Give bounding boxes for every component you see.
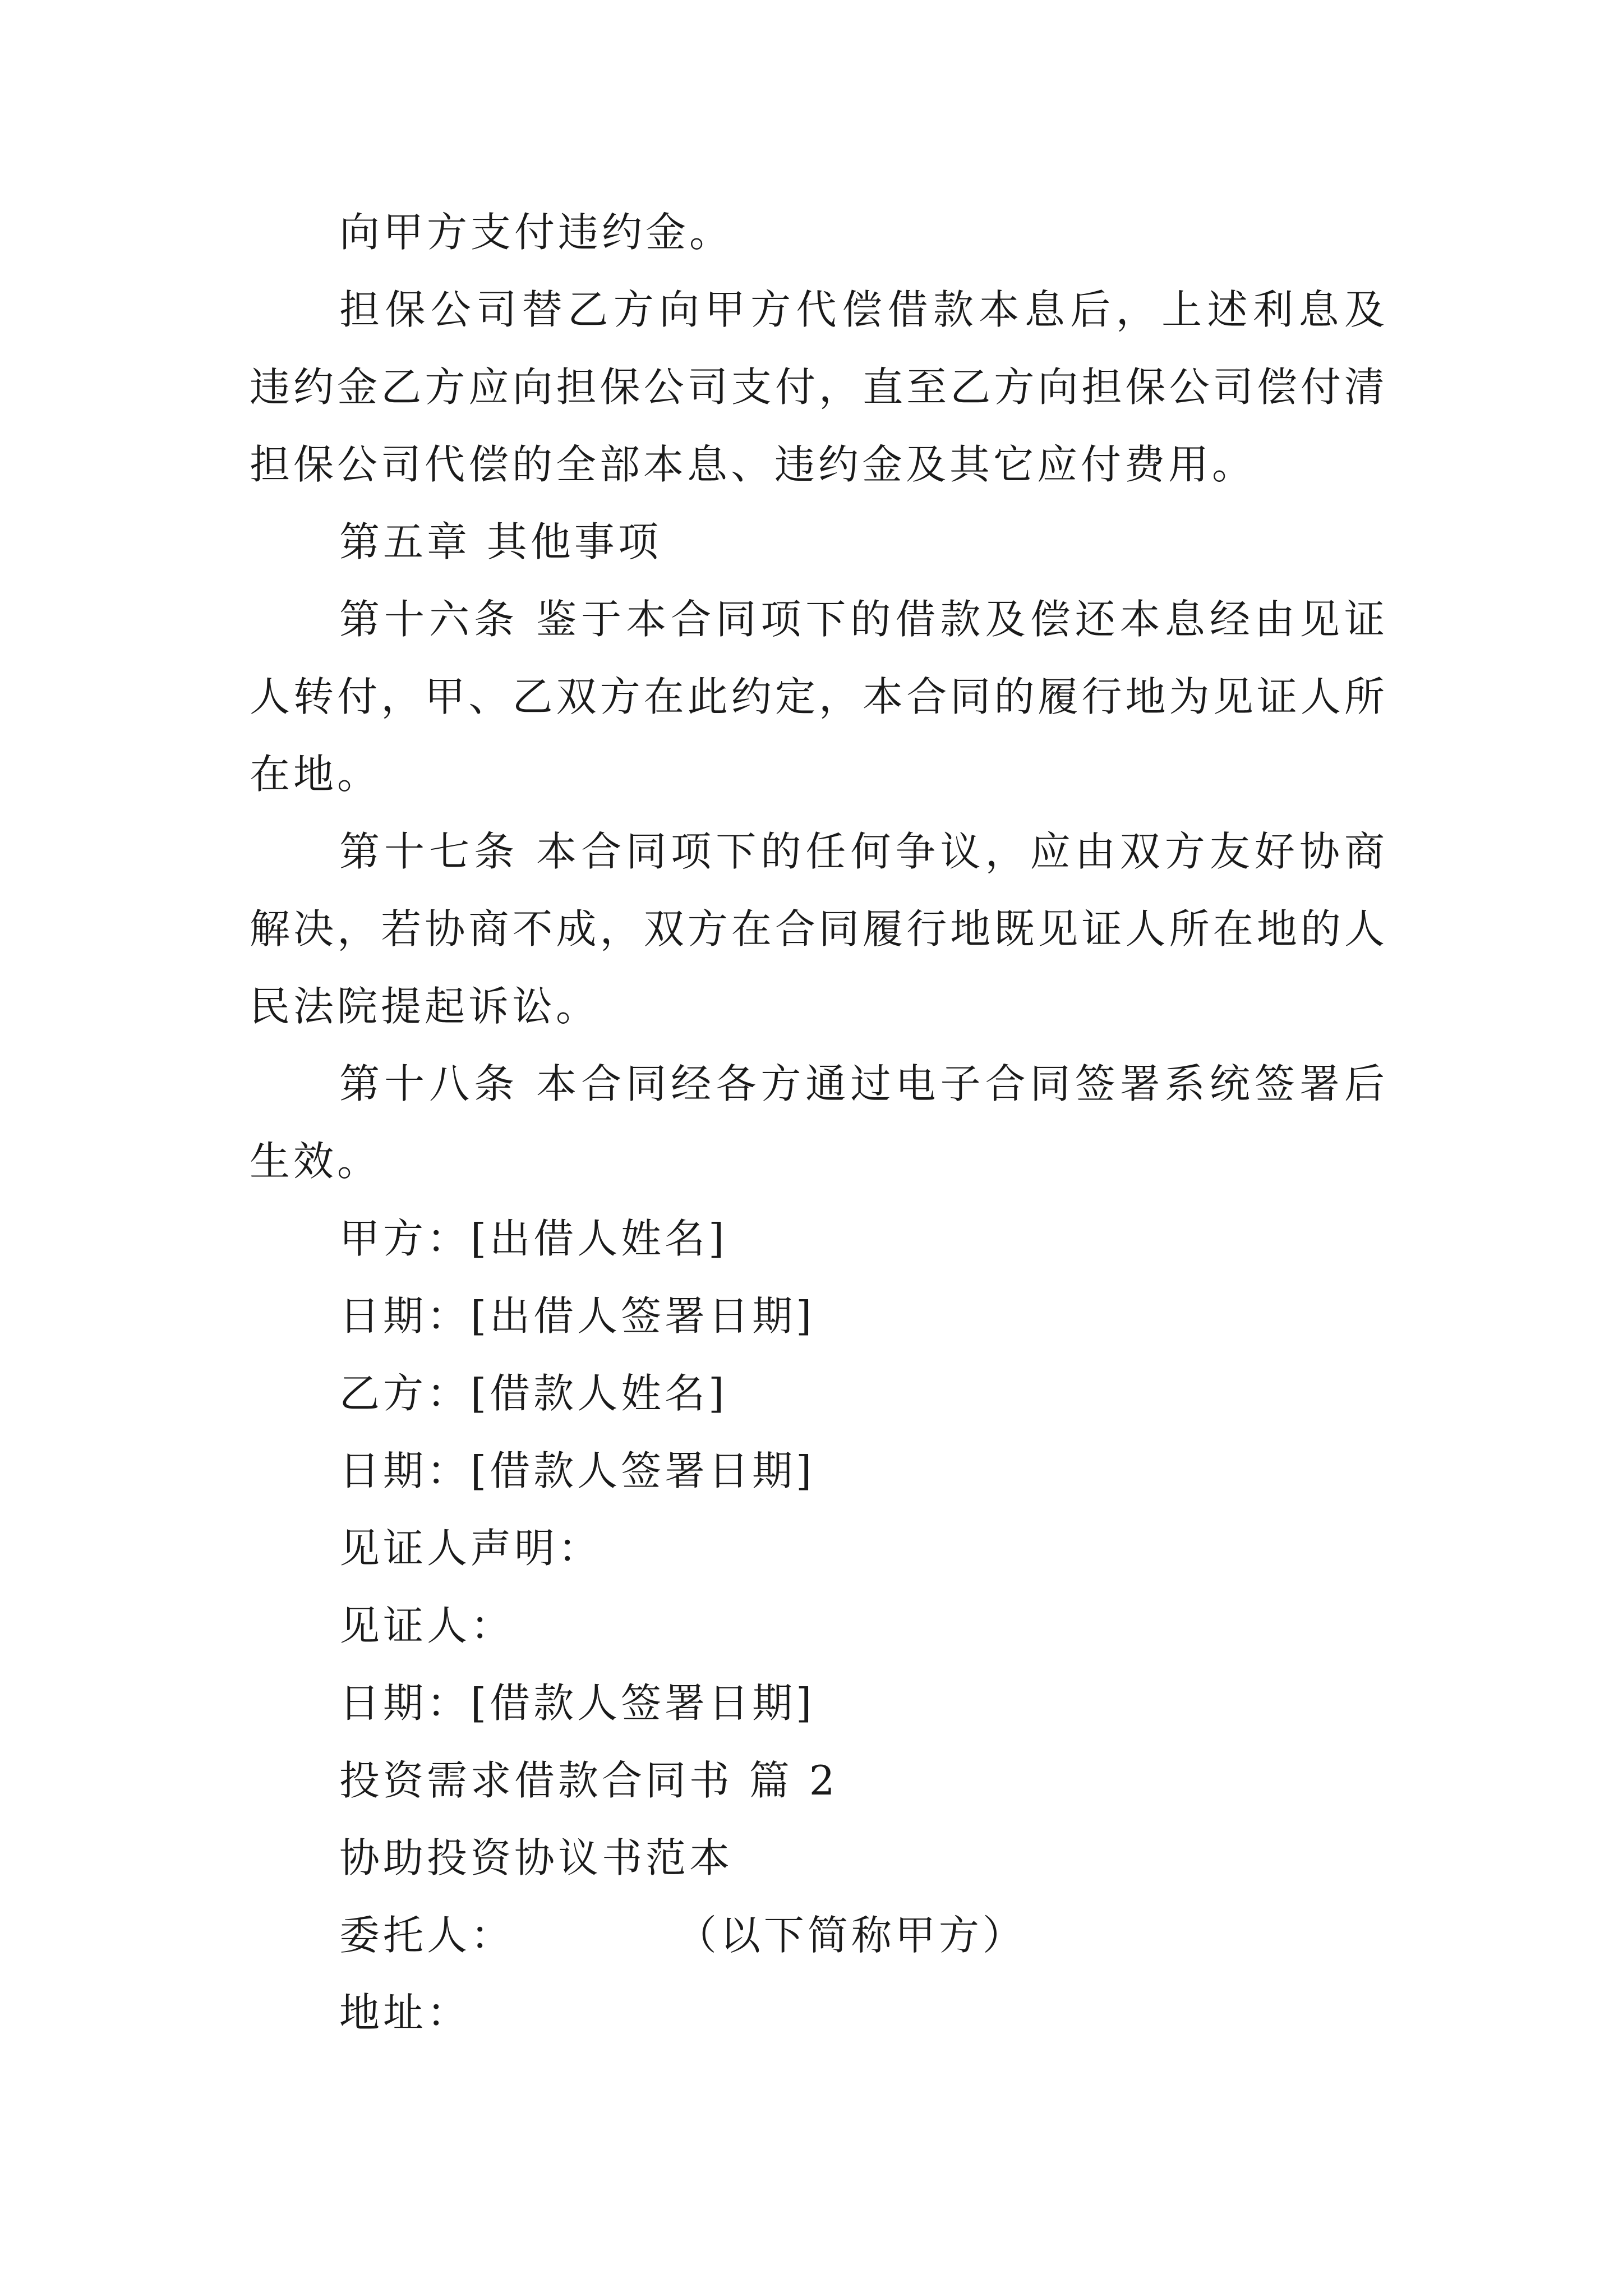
article-18: 第十八条 本合同经各方通过电子合同签署系统签署后生效。 (250, 1060, 1388, 1185)
party-b-date-line: 日期：[借款人签署日期] (339, 1447, 815, 1494)
witness-date-line: 日期：[借款人签署日期] (339, 1680, 815, 1727)
party-a-name-line: 甲方：[出借人姓名] (339, 1215, 728, 1262)
document-body (250, 194, 1388, 2051)
chapter-heading: 第五章 其他事项 (339, 518, 662, 565)
article-16: 第十六条 鉴于本合同项下的借款及偿还本息经由见证人转付，甲、乙双方在此约定，本合同的履行地为见证人所在地。 (250, 596, 1388, 798)
article-17: 第十七条 本合同项下的任何争议，应由双方友好协商解决，若协商不成，双方在合同履行地既见证人所在地的人民法院提起诉讼。 (250, 828, 1388, 1030)
principal-line: 委托人： （以下简称甲方） (339, 1912, 1026, 1959)
witness-statement-line: 见证人声明： (339, 1525, 602, 1572)
paragraph-guarantor-compensation: 担保公司替乙方向甲方代偿借款本息后，上述利息及违约金乙方应向担保公司支付，直至乙方向担保公司偿付清担保公司代偿的全部本息、违约金及其它应付费用。 (250, 286, 1388, 488)
address-line: 地址： (339, 1989, 471, 2036)
party-a-date-line: 日期：[出借人签署日期] (339, 1292, 815, 1340)
party-b-name-line: 乙方：[借款人姓名] (339, 1370, 728, 1417)
witness-line: 见证人： (339, 1602, 515, 1649)
paragraph-penalty-continuation: 向甲方支付违约金。 (339, 209, 734, 256)
agreement-title: 协助投资协议书范本 (339, 1834, 734, 1881)
section-title: 投资需求借款合同书 篇 2 (339, 1757, 838, 1804)
